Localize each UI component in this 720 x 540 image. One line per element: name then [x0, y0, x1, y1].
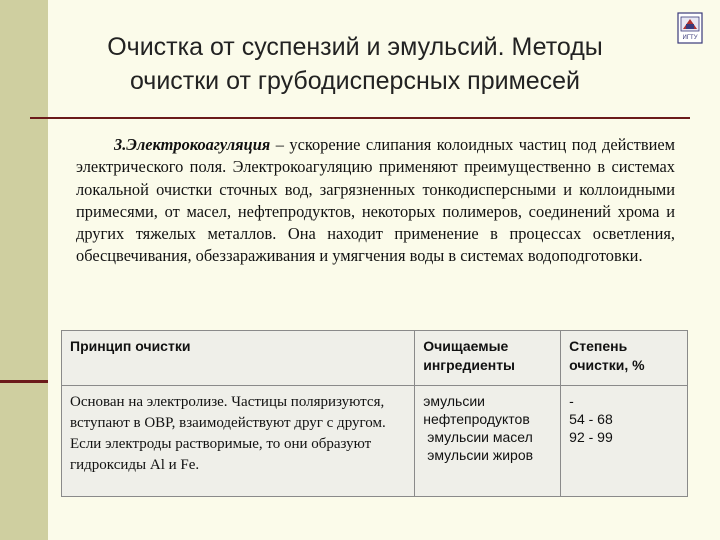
title-divider: [30, 117, 690, 119]
description-text: – ускорение слипания колоидных частиц под действием электрического поля. Электрокоагуляцию применяют преимущественно в системах локальной очистки сточных вод, загрязненных тонкодисперсными и коллоидными примесями, от масел, нефтепродуктов, некоторых полимеров, соединений хрома и других тяжелых металлов. Она находит применение в процессах осветления, обесцвечивания, обеззараживания и умягчения воды в системах водоподготовки.: [76, 135, 675, 266]
university-logo: [677, 12, 703, 44]
university-logo-icon: [677, 12, 703, 44]
sidebar-accent-line: [0, 380, 48, 383]
degree-value: 92 - 99: [569, 429, 613, 445]
term-electrocoagulation: 3.Электрокоагуляция: [114, 135, 271, 154]
ingredient-item: эмульсии жиров: [427, 447, 534, 463]
cell-principle: Основан на электролизе. Частицы поляризуются, вступают в ОВР, взаимодействуют друг с другом. Если электроды растворимые, то они образуют гидроксиды Al и Fe.: [62, 386, 415, 497]
table-row: [62, 386, 688, 497]
cell-ingredients: [415, 386, 561, 497]
header-ingredients: Очищаемые ингредиенты: [415, 331, 561, 386]
sidebar-decoration: [0, 0, 48, 540]
ingredient-item: эмульсии масел: [427, 429, 533, 445]
header-principle: Принцип очистки: [62, 331, 415, 386]
cleaning-methods-table: [61, 330, 688, 497]
header-degree: Степень очистки, %: [561, 331, 688, 386]
ingredient-item: эмульсии нефтепродуктов: [423, 393, 530, 427]
slide-title: Очистка от суспензий и эмульсий. Методы очистки от грубодисперсных примесей: [107, 33, 603, 95]
degree-value: -: [569, 393, 574, 409]
electrocoagulation-description: [76, 134, 675, 268]
cell-degree: [561, 386, 688, 497]
degree-value: 54 - 68: [569, 411, 613, 427]
table-header-row: [62, 331, 688, 386]
logo-text: ИГТУ: [682, 35, 698, 41]
